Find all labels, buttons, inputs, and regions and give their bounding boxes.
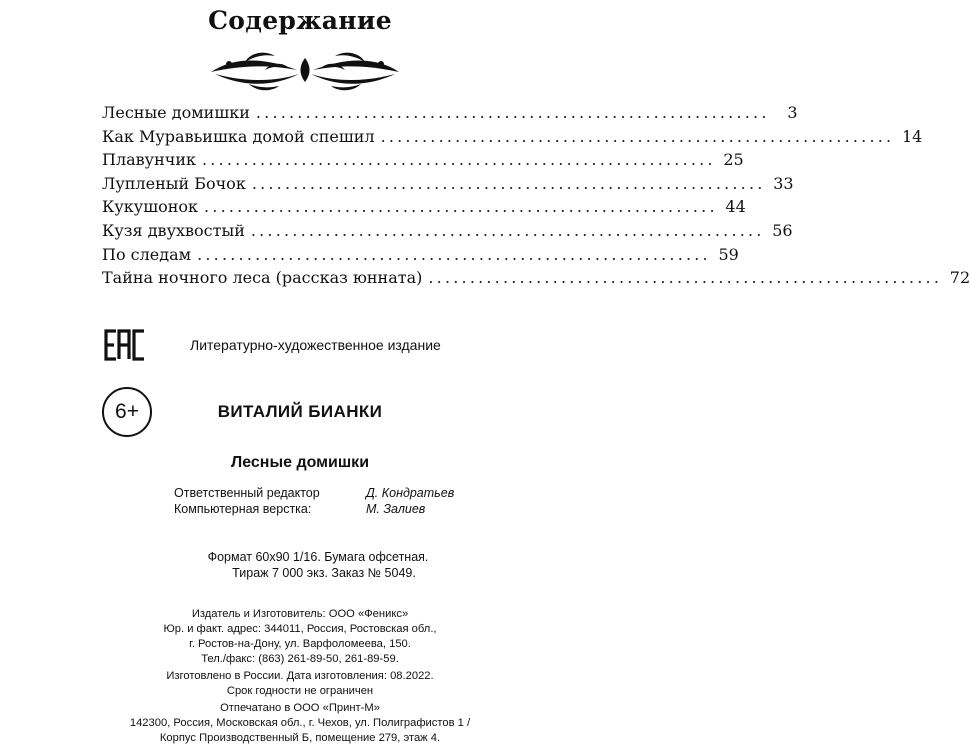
edition-type: Литературно-художественное издание bbox=[190, 337, 441, 353]
credit-name: Д. Кондратьев bbox=[366, 486, 455, 500]
page-title: Содержание bbox=[208, 6, 392, 35]
toc-entry-title: Лесные домишки bbox=[102, 103, 250, 122]
toc-entry[interactable] bbox=[102, 268, 970, 292]
toc-entry-page: 72 bbox=[949, 268, 970, 288]
toc-entry-page: 33 bbox=[773, 173, 794, 193]
publisher-line: Издатель и Изготовитель: ООО «Феникс» bbox=[191, 608, 409, 620]
printer-line: Отпечатано в ООО «Принт-М» bbox=[220, 702, 380, 714]
toc-entry-page: 25 bbox=[723, 150, 744, 170]
production-line: Изготовлено в России. Дата изготовления: 08.2022. bbox=[166, 670, 434, 682]
toc-leader: .............................................................. bbox=[251, 173, 766, 193]
toc-entry[interactable] bbox=[102, 220, 793, 245]
toc-entry[interactable] bbox=[102, 197, 746, 221]
toc-entry-title: По следам bbox=[102, 244, 192, 264]
credit-role: Компьютерная верстка: bbox=[174, 502, 312, 516]
production-line: Срок годности не ограничен bbox=[226, 685, 374, 697]
floral-divider-icon bbox=[205, 48, 405, 94]
author-name: ВИТАЛИЙ БИАНКИ bbox=[217, 402, 383, 421]
toc-leader: .............................................................. bbox=[250, 220, 765, 240]
toc-entry[interactable] bbox=[102, 150, 744, 174]
publisher-line: Тел./факс: (863) 261-89-50, 261-89-59. bbox=[201, 653, 399, 665]
toc-entry-title: Как Муравьишка домой спешил bbox=[102, 126, 375, 146]
toc-entry-page: 14 bbox=[901, 126, 923, 146]
toc-entry-page: 59 bbox=[718, 244, 739, 264]
book-title: Лесные домишки bbox=[230, 454, 370, 471]
credit-name: М. Залиев bbox=[366, 502, 426, 516]
toc-leader: .............................................................. bbox=[428, 268, 943, 288]
printer-line: 142300, Россия, Московская обл., г. Чехов, ул. Полиграфистов 1 / bbox=[129, 717, 471, 729]
toc-entry-title: Плавунчик bbox=[102, 150, 196, 170]
publisher-line: г. Ростов-на-Дону, ул. Варфоломеева, 150. bbox=[189, 638, 411, 650]
format-line: Формат 60x90 1/16. Бумага офсетная. bbox=[207, 550, 429, 564]
credit-role: Ответственный редактор bbox=[174, 486, 320, 500]
eac-mark-icon bbox=[104, 329, 146, 361]
toc-entry-page: 56 bbox=[772, 220, 793, 240]
toc-entry-title: Тайна ночного леса (рассказ юнната) bbox=[102, 268, 423, 288]
toc-leader: .............................................................. bbox=[380, 126, 895, 146]
publisher-line: Юр. и факт. адрес: 344011, Россия, Ростовская обл., bbox=[163, 623, 437, 635]
toc-entry-title: Кукушонок bbox=[102, 197, 199, 217]
toc-entry[interactable] bbox=[102, 173, 794, 198]
toc-entry-page: 3 bbox=[787, 103, 798, 122]
toc-entry-title: Кузя двухвостый bbox=[102, 220, 245, 240]
toc-entry[interactable] bbox=[102, 126, 923, 151]
print-run-line: Тираж 7 000 экз. Заказ № 5049. bbox=[232, 566, 416, 580]
toc-leader: .............................................................. bbox=[255, 103, 770, 122]
age-rating-badge: 6+ bbox=[102, 387, 152, 437]
toc-leader: .............................................................. bbox=[204, 197, 718, 217]
printer-line: Корпус Производственный Б, помещение 279, этаж 4. bbox=[159, 732, 441, 744]
toc-entry-page: 44 bbox=[725, 197, 746, 217]
toc-entry-title: Лупленый Бочок bbox=[102, 173, 246, 193]
toc-leader: .............................................................. bbox=[197, 244, 711, 264]
table-of-contents bbox=[102, 103, 970, 292]
toc-entry[interactable] bbox=[102, 244, 739, 269]
toc-entry[interactable] bbox=[102, 103, 798, 127]
toc-leader: .............................................................. bbox=[201, 150, 716, 170]
